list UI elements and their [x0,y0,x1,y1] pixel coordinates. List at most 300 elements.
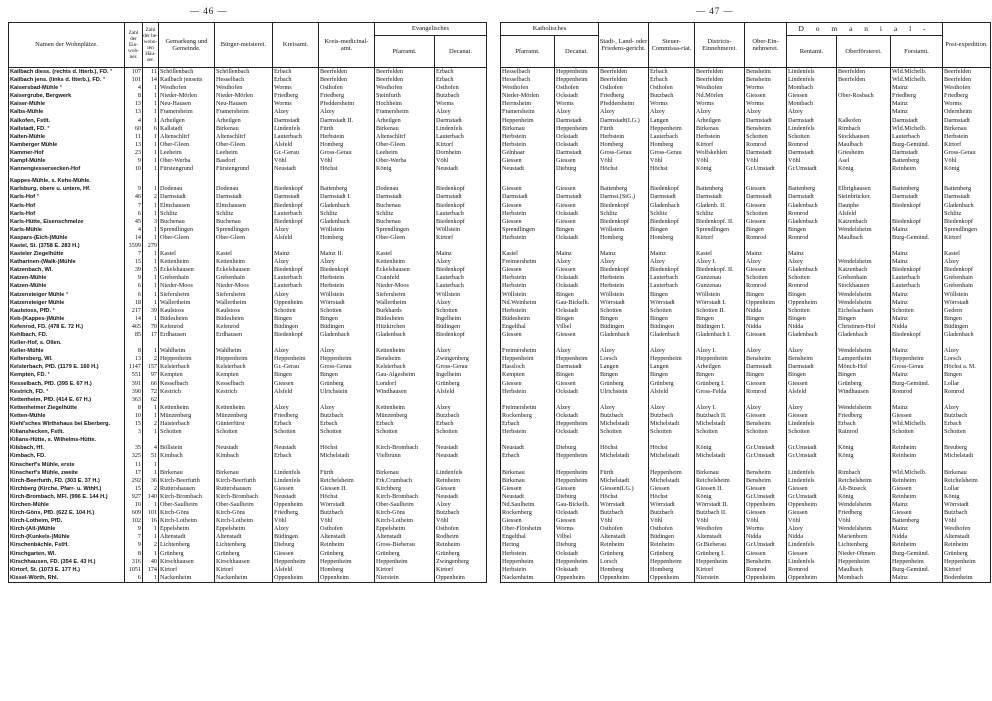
table-row [9,566,487,574]
forest-sup-cell: Lampertheim [837,355,891,363]
right-table-body [501,68,991,583]
parish-cell [375,339,435,347]
medical-cell: Fürth [319,125,375,133]
district-collector-cell: Altenstadt [695,533,745,541]
district-cell: Lindenfels [273,125,319,133]
court-cell: Friedberg [599,92,649,100]
mayor-cell: Dodenau [215,185,273,193]
court-cell [599,177,649,185]
cath-parish-cell: Heppenheim [501,117,555,125]
forest-cell: Reinheim [891,477,943,485]
forest-sup-cell: Heppenheim [837,558,891,566]
header-cath-deanery: Decanat. [555,36,599,68]
post-cell [943,242,991,250]
inhabitants-cell: 18 [125,299,143,307]
mayor-cell: Hesselbach [215,76,273,84]
cath-parish-cell: Engelthal [501,533,555,541]
deanery-cell: Vöhl [435,517,487,525]
district-collector-cell: Schlitz [695,210,745,218]
district-cell: Schotten [273,307,319,315]
parish-cell: Sprendlingen [375,226,435,234]
medical-cell: Schotten [319,307,375,315]
place-name-cell: Kirschenbächle, FstH. [9,541,125,549]
gemarkung-cell: Ober-Werba [159,157,215,165]
gemarkung-cell: Neu-Hausen [159,100,215,108]
houses-cell: 1 [143,250,159,258]
collector-cell: Schotten [745,133,787,141]
tax-cell: Homberg [649,234,695,242]
parish-cell: Nierstein [375,574,435,583]
cath-parish-cell: Herbstein [501,234,555,242]
tax-cell: Giessen [649,485,695,493]
inhabitants-cell: 102 [125,517,143,525]
cath-deanery-cell [555,339,599,347]
mayor-cell: Wahlheim [215,347,273,355]
deanery-cell: Butzbach [435,509,487,517]
collector-cell: Romrod [745,234,787,242]
gemarkung-cell: Kirch-Beerfurth [159,477,215,485]
cath-deanery-cell: Ockstadt [555,92,599,100]
mayor-cell: Basdorf [215,157,273,165]
cath-deanery-cell: Heppenheim [555,558,599,566]
inhabitants-cell: 8 [125,404,143,412]
table-row [9,412,487,420]
cath-parish-cell: Herrnsheim [501,100,555,108]
tax-cell [649,339,695,347]
medical-cell: Büdingen [319,323,375,331]
medical-cell: Mainz II. [319,250,375,258]
forest-sup-cell: Grünberg [837,380,891,388]
table-row [501,436,991,444]
gemarkung-cell: Haisterbach [159,420,215,428]
rent-cell: Mainz [787,250,837,258]
inhabitants-cell: 9 [125,185,143,193]
rent-cell: Giessen [787,509,837,517]
rent-cell: Schotten [787,428,837,436]
cath-parish-cell: Erbach [501,420,555,428]
cath-deanery-cell: Heppenheim [555,68,599,77]
table-row [501,141,991,149]
forest-sup-cell: Stockhausen [837,282,891,290]
place-name-cell: Katharinen-(Walk-)Mühle [9,258,125,266]
place-name-cell: Kinscherf's Mühle, erste [9,461,125,469]
parish-cell: Altenschlirf [375,133,435,141]
forest-sup-cell: Maulbach [837,234,891,242]
rent-cell: Lindenfels [787,76,837,84]
post-cell: Grünberg [943,550,991,558]
parish-cell [375,461,435,469]
rent-cell: Alzey [787,404,837,412]
parish-cell: Darmstadt [375,193,435,201]
place-name-cell: Kirschgarten, Wl. [9,550,125,558]
district-collector-cell: Butzbach II. [695,412,745,420]
cath-parish-cell: Herbstein [501,388,555,396]
gemarkung-cell [159,396,215,404]
court-cell: Pfeddersheim [599,100,649,108]
deanery-cell: Ingelheim [435,371,487,379]
deanery-cell [435,461,487,469]
table-row [501,266,991,274]
rent-cell: Mombach [787,100,837,108]
forest-sup-cell: Friedberg [837,412,891,420]
post-cell: Kastel [943,250,991,258]
inhabitants-cell: 316 [125,558,143,566]
parish-cell: Crainfeld [375,274,435,282]
rent-cell: Lindenfels [787,420,837,428]
table-row [501,157,991,165]
court-cell: Homberg [599,141,649,149]
collector-cell: Giessen [745,550,787,558]
district-collector-cell: Büdingen I. [695,323,745,331]
tax-cell: Michelstadt [649,452,695,460]
cath-deanery-cell: Giessen [555,157,599,165]
table-row [501,193,991,201]
rent-cell: Vöhl [787,517,837,525]
cath-parish-cell: Freimersheim [501,347,555,355]
rent-cell: Mombach [787,84,837,92]
table-row [9,428,487,436]
gemarkung-cell: Buchenau [159,218,215,226]
forest-sup-cell: Rainrod [837,428,891,436]
houses-cell: 6 [143,125,159,133]
forest-sup-cell: Bingen [837,315,891,323]
deanery-cell: Neustadt [435,452,487,460]
cath-deanery-cell: Ockstadt [555,550,599,558]
post-cell: Lollar [943,485,991,493]
gemarkung-cell: Erdhausen [159,331,215,339]
tax-cell: Worms [649,100,695,108]
gemarkung-cell: Eppelsheim [159,525,215,533]
medical-cell: Reichelsheim [319,477,375,485]
forest-cell: Biedenkopf [891,202,943,210]
medical-cell: Butzbach [319,509,375,517]
inhabitants-cell: 11 [125,461,143,469]
post-cell: Altenstadt [943,533,991,541]
forest-sup-cell: Wendelsheim [837,299,891,307]
cath-deanery-cell: Ockstadt [555,282,599,290]
parish-cell: Buchenau [375,202,435,210]
tax-cell: Erbach [649,76,695,84]
inhabitants-cell: 46 [125,193,143,201]
rent-cell: Alzey [787,108,837,116]
cath-deanery-cell: Ockstadt [555,388,599,396]
medical-cell: Gross-Gerau [319,363,375,371]
header-forest: Forstamt. [891,36,943,68]
mayor-cell: Sprendlingen [215,226,273,234]
forest-cell: Burg-Gemünd. [891,550,943,558]
tax-cell: Gladenbach [649,202,695,210]
inhabitants-cell: 1147 [125,363,143,371]
post-cell: Battenberg [943,185,991,193]
cath-parish-cell: Kastel [501,250,555,258]
cath-deanery-cell: Bingen [555,315,599,323]
place-name-cell: Katzen-Mühle [9,282,125,290]
cath-parish-cell: Heppenheim [501,355,555,363]
forest-cell: Schotten [891,428,943,436]
gemarkung-cell: Kirch-Lotheim [159,517,215,525]
forest-cell: Reinheim [891,541,943,549]
mayor-cell: Ruttershausen [215,485,273,493]
court-cell: Büdingen [599,323,649,331]
table-row [9,125,487,133]
forest-cell: Darmstadt [891,149,943,157]
district-collector-cell: Wolfskehlen [695,149,745,157]
court-cell: Wörrstadt [599,501,649,509]
cath-deanery-cell: Ockstadt [555,509,599,517]
header-deanery: Decanat. [435,36,487,68]
district-collector-cell: Reichelsheim [695,477,745,485]
medical-cell: Michelstadt [319,452,375,460]
district-collector-cell: Grünberg I. [695,380,745,388]
mayor-cell: Fürstengrund [215,165,273,173]
forest-sup-cell: König [837,493,891,501]
parish-cell: Hitzkirchen [375,323,435,331]
gemarkung-cell: Kesselbach [159,380,215,388]
district-cell: Alzey [273,347,319,355]
forest-cell: Mainz [891,100,943,108]
deanery-cell: Schotten [435,307,487,315]
collector-cell: Giessen [745,218,787,226]
table-row [501,566,991,574]
gemarkung-cell: Kirch-Göns [159,509,215,517]
parish-cell: Kirch-Göns [375,509,435,517]
table-row [501,323,991,331]
district-cell: Oppenheim [273,574,319,583]
post-cell: Beerfelden [943,68,991,77]
forest-cell: Nidda [891,323,943,331]
cath-deanery-cell: Oppenheim [555,574,599,583]
table-row [501,315,991,323]
cath-deanery-cell: Alzey [555,258,599,266]
mayor-cell: Grünberg [215,550,273,558]
table-row [9,76,487,84]
cath-parish-cell: Freimersheim [501,258,555,266]
court-cell: Vöhl [599,517,649,525]
table-row [501,258,991,266]
collector-cell: Mainz [745,250,787,258]
post-cell: Vöhl [943,517,991,525]
forest-sup-cell: Wendelsheim [837,347,891,355]
mayor-cell: Birkenau [215,125,273,133]
deanery-cell: Alzey [435,501,487,509]
forest-cell: Lauterbach [891,282,943,290]
district-cell: Vöhl [273,517,319,525]
table-row [9,485,487,493]
table-row [501,108,991,116]
deanery-cell [435,242,487,250]
place-name-cell: Kiehl'sches Wirthshaus bei Eberberg. [9,420,125,428]
houses-cell: 1 [143,501,159,509]
forest-sup-cell: Dautphe [837,202,891,210]
houses-cell: 1 [143,157,159,165]
cath-parish-cell: Westhofen [501,84,555,92]
mayor-cell: Kirschhausen [215,558,273,566]
deanery-cell: Alzey [435,404,487,412]
medical-cell: Wöllstein [319,291,375,299]
inhabitants-cell [125,177,143,185]
parish-cell: Bensheim [375,355,435,363]
tax-cell: Oppenheim [649,574,695,583]
header-mayor: Bürger-meisterei. [215,23,273,68]
post-cell: Büdingen [943,323,991,331]
tax-cell: Vöhl [649,157,695,165]
forest-cell [891,210,943,218]
parish-cell: Kirtorf [375,566,435,574]
rent-cell: Battenberg [787,185,837,193]
deanery-cell: Biedenkopf [435,218,487,226]
post-cell: Wöllstein [943,291,991,299]
rent-cell: Alzey [787,258,837,266]
tax-cell: Alzey [649,347,695,355]
houses-cell: 2 [143,420,159,428]
parish-cell [375,396,435,404]
tax-cell: Bingen [649,291,695,299]
court-cell [599,339,649,347]
houses-cell: 1 [143,525,159,533]
forest-sup-cell: Eichelsachsen [837,307,891,315]
table-row [9,550,487,558]
collector-cell: Bensheim [745,558,787,566]
tax-cell: Alzey [649,404,695,412]
forest-sup-cell [837,396,891,404]
tax-cell: Lauterbach [649,274,695,282]
table-row [9,100,487,108]
district-cell: Worms [273,84,319,92]
forest-cell: Mainz [891,347,943,355]
collector-cell: Giessen [745,266,787,274]
houses-cell: 5 [143,266,159,274]
forest-sup-cell [837,339,891,347]
cath-parish-cell: Erbach [501,452,555,460]
medical-cell [319,242,375,250]
parish-cell: Gau-Algesheim [375,371,435,379]
deanery-cell: Büdingen [435,323,487,331]
collector-cell: Romrod [745,141,787,149]
court-cell: Wöllstein [599,226,649,234]
inhabitants-cell: 6 [125,574,143,583]
cath-parish-cell: Herbstein [501,210,555,218]
district-cell [273,242,319,250]
court-cell: Höchst [599,165,649,173]
district-cell: Biedenkopf [273,266,319,274]
mayor-cell: Günterfürst [215,420,273,428]
header-district: Kreisamt. [273,23,319,68]
court-cell: Butzbach [599,509,649,517]
houses-cell: 40 [143,558,159,566]
houses-cell [143,436,159,444]
table-row [9,84,487,92]
parish-cell: Birkenau [375,125,435,133]
medical-cell: Beerfelden [319,68,375,77]
rent-cell: Romrod [787,566,837,574]
cath-parish-cell: Neustadt [501,444,555,452]
forest-cell: Gross-Gerau [891,363,943,371]
place-name-cell: Kettenheim, PfD. (414 E. 67 H.) [9,396,125,404]
cath-parish-cell: Giessen [501,202,555,210]
gemarkung-cell: Altenschlirf [159,133,215,141]
parish-cell: Dodenau [375,185,435,193]
tax-cell: Butzbach [649,92,695,100]
post-cell: Darmstadt [943,117,991,125]
mayor-cell: Schöllenbach [215,68,273,77]
deanery-cell: Butzbach [435,92,487,100]
cath-deanery-cell: Darmstadt [555,193,599,201]
table-row [501,210,991,218]
post-cell [943,339,991,347]
district-cell: Lauterbach [273,274,319,282]
collector-cell: Bingen [745,315,787,323]
deanery-cell: Osthofen [435,84,487,92]
cath-parish-cell: Giessen [501,485,555,493]
post-cell: Lollar [943,380,991,388]
gemarkung-cell: Böllstein [159,444,215,452]
forest-sup-cell: Asel [837,157,891,165]
forest-sup-cell: Christinen-Hof [837,323,891,331]
table-row [501,185,991,193]
collector-cell: Darmstadt [745,363,787,371]
medical-cell: Homberg [319,566,375,574]
houses-cell: 3 [143,218,159,226]
court-cell: Beerfelden [599,68,649,77]
rent-cell: Giessen [787,550,837,558]
rent-cell: Lindenfels [787,68,837,77]
court-cell: Schotten [599,428,649,436]
collector-cell: Schotten [745,428,787,436]
district-cell: Biedenkopf [273,185,319,193]
houses-cell: 1 [143,347,159,355]
district-cell: Lauterbach [273,133,319,141]
parish-cell: Kastel [375,250,435,258]
mayor-cell: Kelsterbach [215,363,273,371]
table-row [501,420,991,428]
table-row [9,92,487,100]
medical-cell: Gross-Gerau [319,149,375,157]
gemarkung-cell: Kettenheim [159,404,215,412]
district-collector-cell: Alzey I. [695,347,745,355]
table-row [9,193,487,201]
forest-cell: Wld.Michelb. [891,420,943,428]
inhabitants-cell: 9 [125,541,143,549]
mayor-cell: Ober-Gleen [215,141,273,149]
table-row [9,177,487,185]
cath-parish-cell [501,396,555,404]
tax-cell: Schotten [649,428,695,436]
place-name-cell: Kallstadt, FD. * [9,125,125,133]
district-collector-cell: Beerfelden [695,76,745,84]
collector-cell: Giessen [745,185,787,193]
medical-cell: Grünberg [319,550,375,558]
inhabitants-cell: 4 [125,84,143,92]
collector-cell: Darmstadt [745,193,787,201]
district-cell: Alsfeld [273,234,319,242]
collector-cell: Giessen [745,412,787,420]
parish-cell: Kirch-Brombach [375,444,435,452]
district-cell: Worms [273,100,319,108]
district-cell: Friedberg [273,509,319,517]
post-cell: Höchst a. M. [943,363,991,371]
medical-cell: Bingen [319,315,375,323]
deanery-cell: Alzey [435,347,487,355]
cath-deanery-cell [555,396,599,404]
district-collector-cell: Gross-Felda [695,388,745,396]
forest-cell [891,177,943,185]
tax-cell: Heppenheim [649,125,695,133]
table-row [9,541,487,549]
cath-deanery-cell: Alzey [555,347,599,355]
cath-deanery-cell: Ockstadt [555,307,599,315]
cath-deanery-cell: Heppenheim [555,125,599,133]
header-parish: Pfarramt. [375,36,435,68]
